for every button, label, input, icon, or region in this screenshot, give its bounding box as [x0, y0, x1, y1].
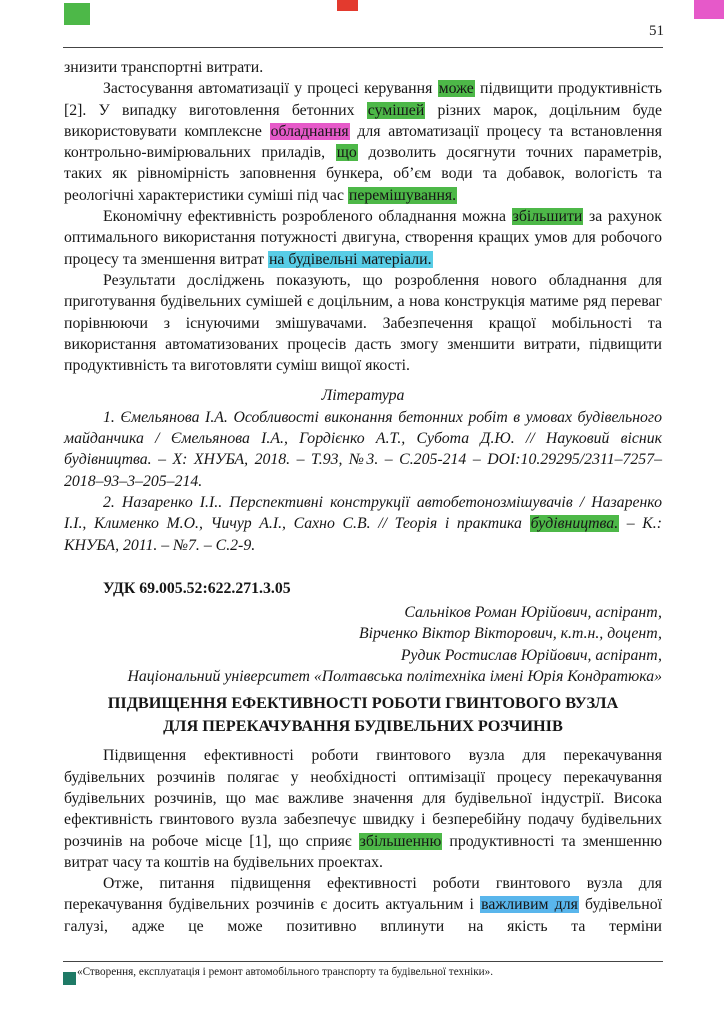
text-run: для автоматизації процесу та встановлення контрольно-вимірювальних приладів,	[64, 122, 662, 162]
header-rule	[63, 47, 663, 48]
udc-code: УДК 69.005.52:622.271.3.05	[103, 579, 291, 597]
paragraph	[64, 745, 662, 873]
article-title-line: ДЛЯ ПЕРЕКАЧУВАННЯ БУДІВЕЛЬНИХ РОЗЧИНІВ	[163, 715, 563, 735]
highlight-green: збільшити	[512, 208, 583, 226]
article-title	[64, 692, 662, 737]
reference-item	[64, 492, 662, 556]
highlight-green: збільшенню	[359, 832, 442, 850]
paragraph	[64, 57, 662, 78]
author-line: Сальніков Роман Юрійович, аспірант,	[404, 604, 662, 622]
text-run: дозволить досягнути точних параметрів, таких як рівномірність заповнення бункера, об’єм води та добавок, вологість та реологічні характеристики суміші під час	[64, 144, 662, 204]
page-footer	[63, 961, 663, 978]
text-run: різних марок, доцільним буде використовувати комплексне	[64, 101, 663, 140]
article-content	[64, 57, 662, 937]
author-line: Вірченко Віктор Вікторович, к.т.н., доцент,	[359, 625, 662, 643]
highlight-cyan: на будівельні матеріали.	[268, 250, 432, 268]
scan-artifact-teal	[63, 972, 76, 985]
text-run: Економічну ефективність розробленого обладнання можна	[103, 208, 512, 226]
author-affiliation: Національний університет «Полтавська політехніка імені Юрія Кондратюка»	[127, 668, 662, 686]
page-number: 51	[649, 23, 664, 39]
reference-item	[64, 407, 662, 492]
footer-text: «Створення, експлуатація і ремонт автомобільного транспорту та будівельної техніки».	[77, 966, 494, 978]
authors-block	[64, 602, 662, 687]
text-run: будівельної галузі, адже це може позитивно вплинути на якість та терміни	[64, 896, 662, 935]
text-run: 2. Назаренко І.І.. Перспективні конструкції автобетонозмішувачів / Назаренко І.І., Клименко М.О., Чичур А.І., Сахно С.В. // Теорія і практика	[64, 493, 662, 533]
text-run: Підвищення ефективності роботи гвинтового вузла для перекачування будівельних розчинів полягає у необхідності оптимізації процесу перекачування будівельних розчинів, що має важливе значення для будівельної індустрії. Висока ефективність гвинтового вузла забезпечує швидку і безперебійну подачу будівельних розчинів на робоче місце [1], що сприяє	[64, 747, 662, 850]
text-run: 1. Ємельянова І.А. Особливості виконання бетонних робіт в умовах будівельного майданчика / Ємельянова І.А., Гордієнко А.Т., Субота Д.Ю. // Науковий вісник будівництва. – Х: ХНУБА, 2018. – Т.93, №3. – С.205-214 – DOI:10.29295/2311–7257–2018–93–3–205–214.	[64, 408, 662, 490]
author-line: Рудик Ростислав Юрійович, аспірант,	[400, 646, 662, 664]
text-run: знизити транспортні витрати.	[64, 59, 264, 76]
highlight-green: сумішей	[367, 101, 425, 119]
paragraph	[64, 206, 662, 270]
text-run: Результати досліджень показують, що розроблення нового обладнання для приготування будівельних сумішей є доцільним, а нова конструкція матиме ряд переваг порівнюючи з існуючими змішувачами. Забезпечення кращої мобільності та використання автоматизованих процесів дасть змогу зменшити витрати, підвищити продуктивність та виготовляти суміш вищої якості.	[64, 271, 662, 375]
text-run: Застосування автоматизації у процесі керування	[103, 80, 438, 98]
highlight-magenta: обладнання	[270, 122, 349, 140]
text-run: підвищити продуктивність [2]. У випадку виготовлення бетонних	[64, 80, 662, 119]
scan-artifact-red	[337, 0, 358, 11]
scan-artifact-magenta	[694, 0, 724, 19]
highlight-green: що	[336, 144, 357, 162]
text-run: – К.: КНУБА, 2011. – №7. – С.2-9.	[64, 515, 663, 554]
highlight-blue: важливим для	[481, 896, 578, 914]
highlight-green: перемішування.	[348, 186, 457, 204]
highlight-green: будівництва.	[530, 515, 619, 533]
paragraph	[64, 270, 662, 376]
scan-artifact-green	[64, 3, 90, 25]
text-run: за рахунок оптимального використання потужності двигуна, створення кращих умов для робочого процесу та зменшення витрат	[64, 208, 662, 268]
text-run: Отже, питання підвищення ефективності роботи гвинтового вузла для перекачування будівельних розчинів є досить актуальним і	[64, 875, 662, 914]
page-header	[64, 23, 664, 40]
references-heading: Література	[321, 387, 405, 405]
paragraph	[64, 78, 662, 206]
paragraph	[64, 873, 662, 937]
highlight-green: може	[438, 80, 474, 98]
text-run: продуктивності та зменшенню витрат часу та коштів на будівельних проектах.	[64, 832, 662, 871]
article-title-line: ПІДВИЩЕННЯ ЕФЕКТИВНОСТІ РОБОТИ ГВИНТОВОГО ВУЗЛА	[107, 693, 619, 713]
